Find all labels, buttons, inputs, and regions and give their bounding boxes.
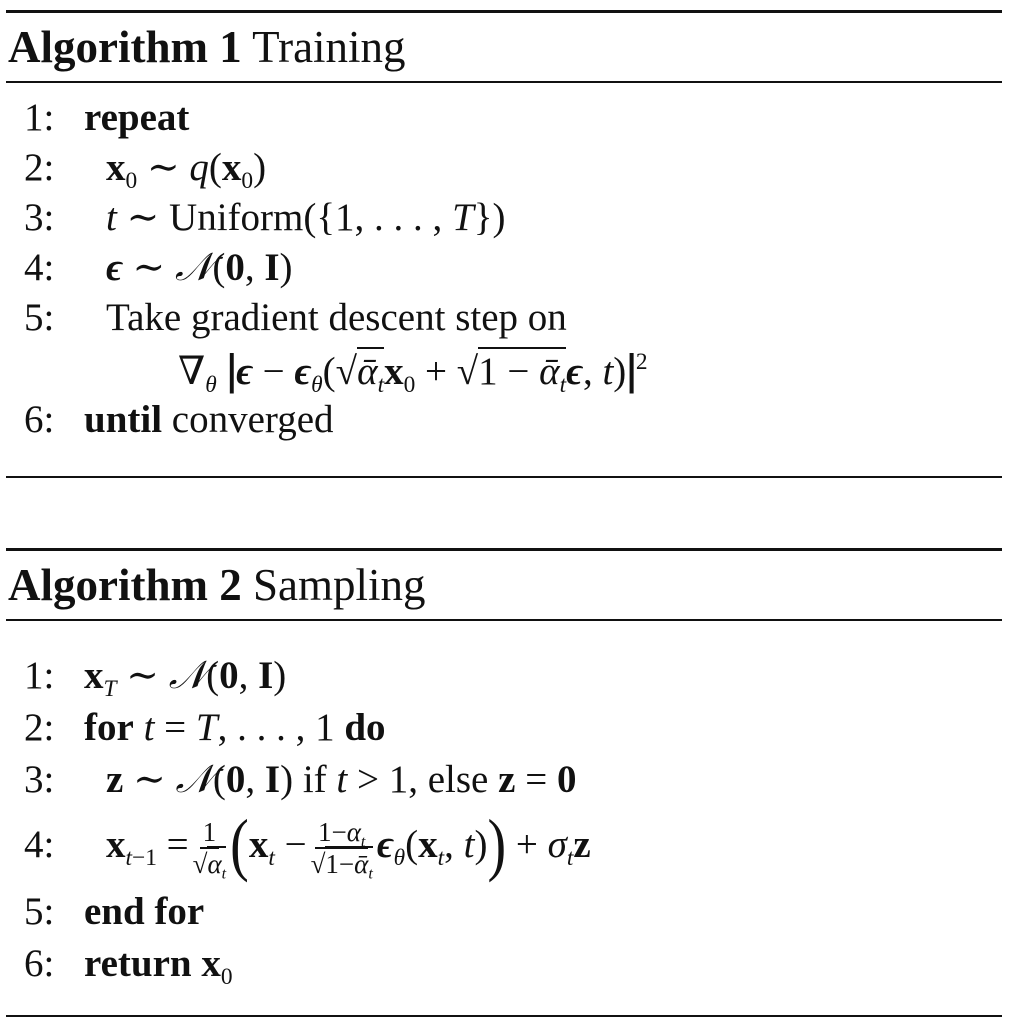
line-number: 4: — [24, 246, 55, 289]
bottom-rule — [6, 476, 1002, 478]
algorithm-1-title — [6, 13, 1002, 81]
algorithm-1-name: Training — [252, 22, 406, 72]
algorithm-2-sampling — [6, 548, 1002, 1017]
keyword-for: for — [84, 706, 134, 749]
math-update-step: $x_{t-1}$ = $\frac{1}{√\alpha_t}$ ($x_t$ − $\frac{1-\alpha_t}{√1-ᾱ_t}$ $\epsilon_\theta(x_t$, $t)) + \sigma_tz$ — [106, 806, 591, 884]
line-number: 2: — [24, 706, 55, 749]
line-number: 2: — [24, 146, 55, 189]
line-number: 3: — [24, 196, 55, 239]
step-text: Take gradient descent step on — [106, 296, 567, 339]
algorithm-2-name: Sampling — [252, 560, 426, 610]
keyword-return: return — [84, 942, 192, 985]
fraction-noise-coeff: $\frac{1-\alpha_t}{√1-ᾱ_t}$ — [310, 817, 373, 883]
line-number: 1: — [24, 654, 55, 697]
algorithm-1-heading: Algorithm 1 — [8, 22, 242, 72]
algorithm-1-body — [6, 83, 1002, 476]
math-sample-epsilon: ϵ ∼ 𝒩(0, I) — [106, 245, 293, 290]
line-number: 3: — [24, 758, 55, 801]
algorithm-2-heading: Algorithm 2 — [8, 560, 242, 610]
algo1-line-2 — [24, 143, 266, 193]
algo1-line-1 — [24, 93, 189, 143]
algorithm-2-title — [6, 551, 1002, 619]
math-sample-t: t ∼ Uniform({1, . . . , T}) — [106, 196, 506, 239]
algo1-line-3 — [24, 193, 505, 243]
math-sample-x0: $x_0$ ∼ $q(x_0)$ — [106, 146, 267, 195]
line-number: 4: — [24, 822, 55, 866]
algo1-line-4 — [24, 243, 293, 293]
math-sample-z: z ∼ 𝒩(0, I) if t > 1, else z = 0 — [106, 757, 577, 802]
algo2-line-5 — [24, 887, 204, 937]
algo1-loss-formula: $\nabla_\theta$ || $\epsilon - \epsilon_\theta(√ᾱ_tx_0 + √1$ − ᾱ$_t$ϵ, t)|| $^2$ — [178, 345, 648, 399]
keyword-do: do — [344, 706, 386, 749]
text-else: else — [427, 758, 489, 801]
keyword-end-for: end for — [84, 890, 205, 933]
bottom-rule — [6, 1015, 1002, 1017]
keyword-until: until — [84, 398, 163, 441]
uniform-label: Uniform — [169, 196, 304, 239]
algorithm-1-training — [6, 10, 1002, 478]
line-number: 5: — [24, 296, 55, 339]
algo1-line-6 — [24, 395, 334, 445]
line-number: 1: — [24, 96, 55, 139]
fraction-inv-sqrt-alpha: $\frac{1}{√\alpha_t}$ — [192, 817, 227, 883]
math-init-xT: $x_T$ ∼ 𝒩(0, I) — [84, 653, 287, 703]
line-number: 5: — [24, 890, 55, 933]
algo2-line-3 — [24, 755, 576, 805]
algorithm-2-body — [6, 621, 1002, 1015]
algo2-line-6: 6: return $x_0$ — [24, 939, 233, 989]
text-if: if — [302, 758, 327, 801]
algo2-line-4 — [24, 806, 591, 884]
algo1-line-5 — [24, 293, 567, 343]
converged-text: converged — [171, 398, 334, 441]
algo2-line-1 — [24, 651, 286, 701]
line-number: 6: — [24, 942, 55, 985]
algo2-line-2: 2: for t = T, . . . , 1 do — [24, 703, 386, 753]
keyword-repeat: repeat — [84, 96, 190, 139]
line-number: 6: — [24, 398, 55, 441]
